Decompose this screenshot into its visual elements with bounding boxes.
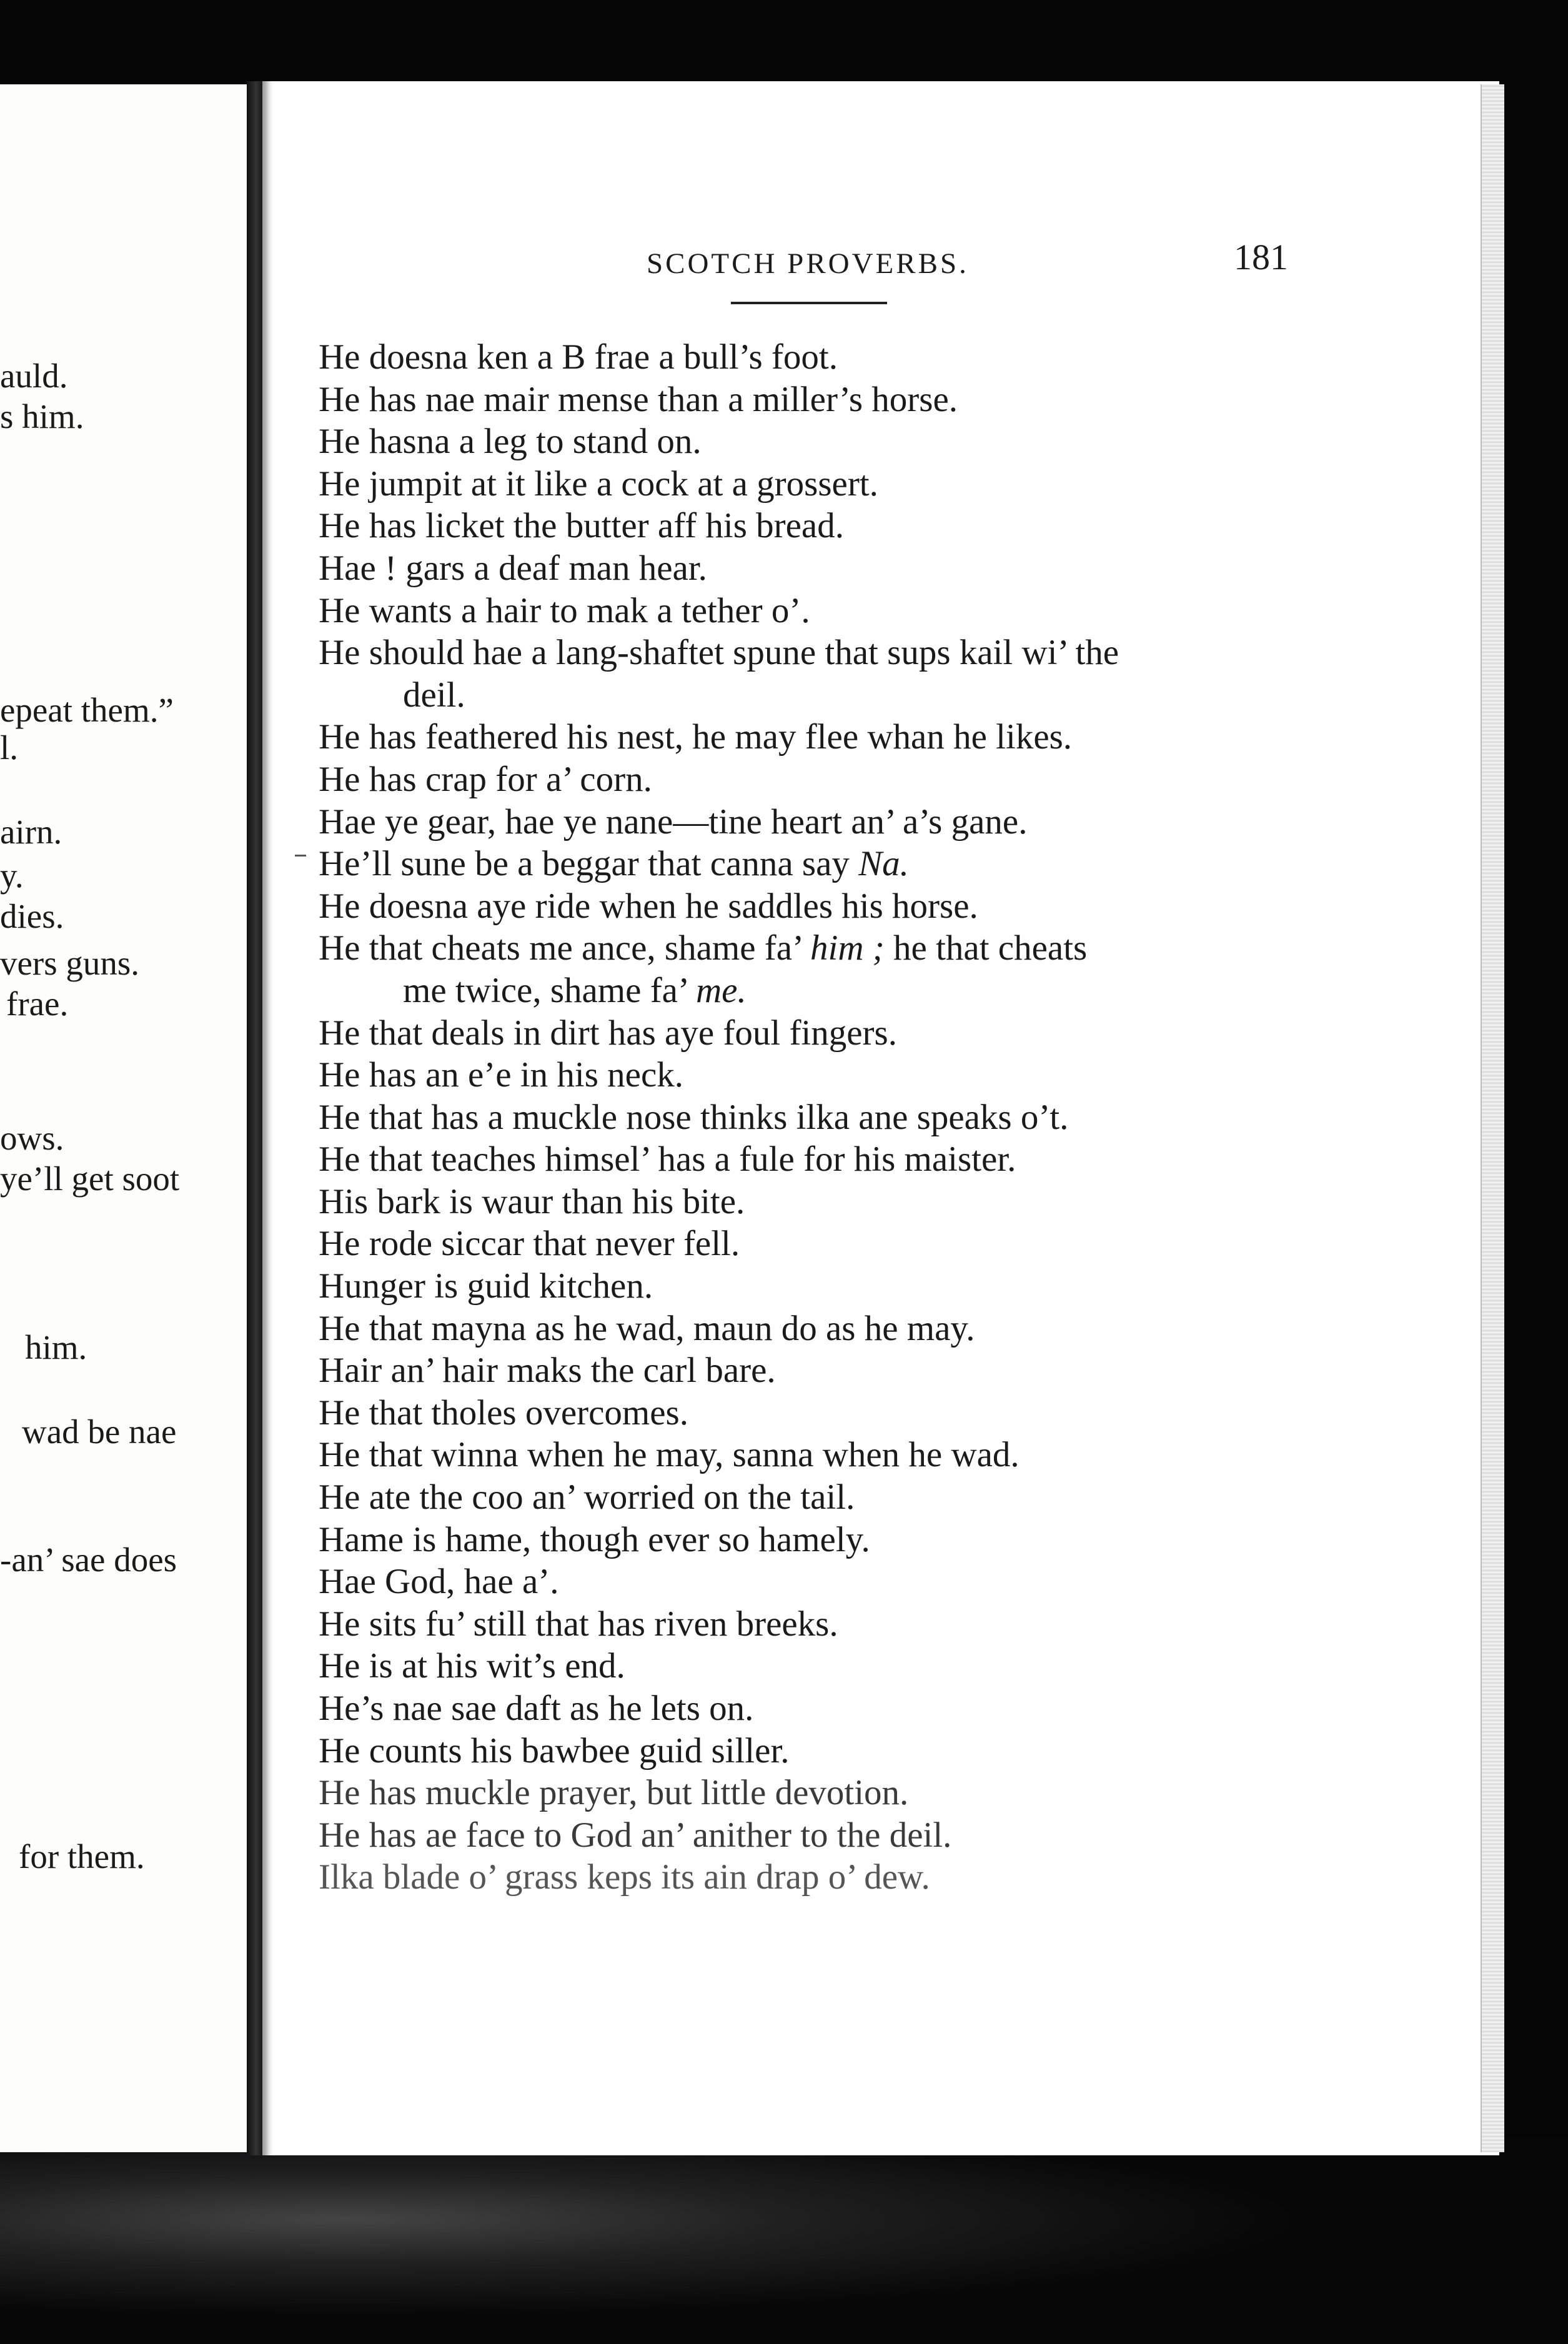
proverb-line: He has feathered his nest, he may flee whan he likes. bbox=[319, 717, 1073, 757]
left-page-fragment: -an’ sae does bbox=[0, 1541, 177, 1579]
proverb-line: He that winna when he may, sanna when he wad. bbox=[319, 1435, 1020, 1475]
proverb-line: He has nae mair mense than a miller’s horse. bbox=[319, 379, 958, 419]
proverb-line: Hame is hame, though ever so hamely. bbox=[319, 1519, 870, 1559]
proverb-line: He has licket the butter aff his bread. bbox=[319, 506, 844, 546]
proverb-text: He that cheats me ance, shame fa’ bbox=[319, 928, 801, 968]
proverb-line bbox=[319, 843, 1318, 885]
left-page-fragment: frae. bbox=[6, 985, 69, 1023]
proverb-line: He ate the coo an’ worried on the tail. bbox=[319, 1477, 855, 1517]
left-facing-page bbox=[0, 84, 256, 2152]
proverb-line: He has crap for a’ corn. bbox=[319, 759, 652, 799]
margin-mark bbox=[295, 855, 306, 857]
left-page-fragment: vers guns. bbox=[0, 944, 140, 982]
proverb-line: He that mayna as he wad, maun do as he may. bbox=[319, 1308, 975, 1348]
running-head: SCOTCH PROVERBS. bbox=[647, 247, 969, 280]
proverb-line: He doesna ken a B frae a bull’s foot. bbox=[319, 337, 838, 377]
left-page-fragment: ye’ll get soot bbox=[0, 1160, 180, 1198]
surface-texture bbox=[0, 2137, 1568, 2344]
proverb-line: Hae God, hae a’. bbox=[319, 1562, 559, 1602]
proverb-text: He’ll sune be a beggar that canna say bbox=[319, 844, 850, 884]
proverb-line: His bark is waur than his bite. bbox=[319, 1181, 745, 1221]
proverb-italic-word: Na. bbox=[858, 844, 909, 884]
left-page-fragment: dies. bbox=[0, 897, 64, 935]
proverb-line: He wants a hair to mak a tether o’. bbox=[319, 590, 810, 630]
left-page-fragment: him. bbox=[25, 1328, 87, 1366]
left-page-fragment: airn. bbox=[0, 813, 62, 851]
left-page-fragment: wad be nae bbox=[22, 1413, 177, 1451]
left-page-fragment: ows. bbox=[0, 1119, 64, 1157]
proverb-line: He doesna aye ride when he saddles his horse. bbox=[319, 886, 978, 926]
proverb-line: He counts his bawbee guid siller. bbox=[319, 1731, 790, 1770]
proverb-line: Hae ! gars a deaf man hear. bbox=[319, 548, 707, 588]
proverb-line: Hunger is guid kitchen. bbox=[319, 1266, 653, 1306]
proverb-line: He that tholes overcomes. bbox=[319, 1393, 688, 1433]
page-number: 181 bbox=[1234, 237, 1288, 277]
proverb-italic-word: me. bbox=[695, 970, 747, 1010]
proverb-list bbox=[319, 336, 1318, 1899]
proverb-line: Hae ye gear, hae ye nane—tine heart an’ a’s gane. bbox=[319, 802, 1028, 842]
proverb-italic-word: him ; bbox=[810, 928, 885, 968]
proverb-line: He jumpit at it like a cock at a grossert. bbox=[319, 464, 878, 504]
proverb-line: He is at his wit’s end. bbox=[319, 1646, 625, 1686]
proverb-line bbox=[319, 927, 1318, 970]
proverb-line: He should hae a lang-shaftet spune that sups kail wi’ the bbox=[319, 633, 1119, 673]
proverb-line: He sits fu’ still that has riven breeks. bbox=[319, 1604, 838, 1644]
proverb-line: Ilka blade o’ grass keps its ain drap o’ dew. bbox=[319, 1857, 930, 1897]
left-page-fragment: l. bbox=[0, 728, 19, 767]
left-page-fragment: epeat them.” bbox=[0, 691, 174, 729]
proverb-continuation: deil. bbox=[403, 675, 465, 715]
proverb-continuation bbox=[319, 970, 1318, 1012]
left-page-fragment: for them. bbox=[19, 1837, 145, 1875]
proverb-text: he that cheats bbox=[893, 928, 1088, 968]
proverb-line: He that has a muckle nose thinks ilka ane speaks o’t. bbox=[319, 1097, 1069, 1137]
proverb-line: He’s nae sae daft as he lets on. bbox=[319, 1689, 754, 1728]
proverb-line: He that teaches himsel’ has a fule for his maister. bbox=[319, 1140, 1016, 1179]
left-page-fragment: y. bbox=[0, 857, 24, 895]
left-page-fragment: s him. bbox=[0, 397, 84, 435]
proverb-line: He rode siccar that never fell. bbox=[319, 1224, 740, 1264]
proverb-line: He has ae face to God an’ anither to the deil. bbox=[319, 1815, 952, 1855]
left-page-fragment: auld. bbox=[0, 357, 68, 395]
proverb-line: He that deals in dirt has aye foul fingers. bbox=[319, 1013, 897, 1053]
header-rule bbox=[731, 302, 887, 304]
proverb-line: Hair an’ hair maks the carl bare. bbox=[319, 1351, 776, 1391]
proverb-line: He has an e’e in his neck. bbox=[319, 1055, 684, 1095]
proverb-line: He has muckle prayer, but little devotion. bbox=[319, 1773, 909, 1813]
proverb-text: me twice, shame fa’ bbox=[403, 970, 687, 1010]
page-edge-stack bbox=[1481, 84, 1504, 2152]
proverb-line: He hasna a leg to stand on. bbox=[319, 422, 702, 462]
